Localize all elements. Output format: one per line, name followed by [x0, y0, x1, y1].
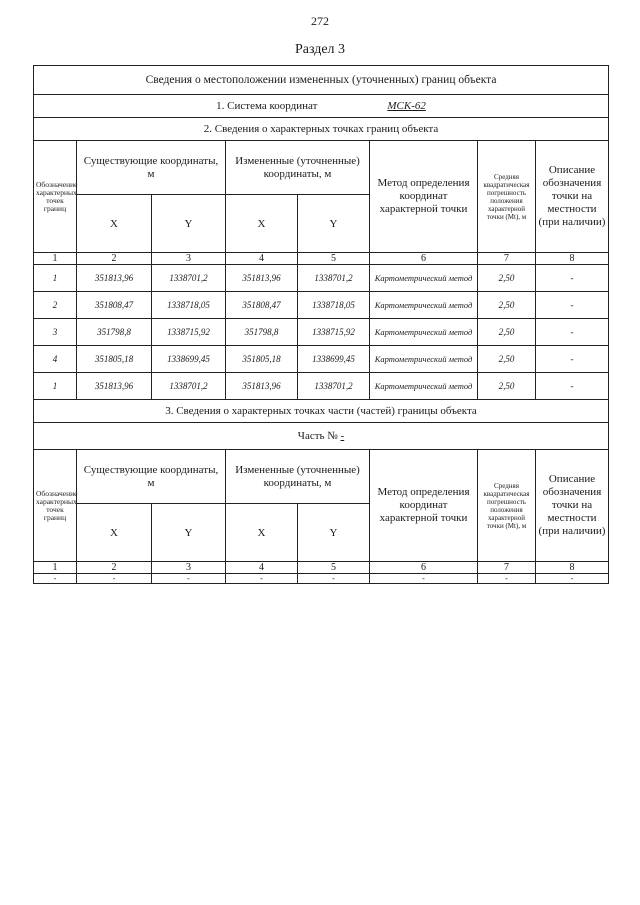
- header-changed-y: Y: [298, 195, 370, 253]
- changed-x: 351813,96: [226, 373, 298, 400]
- part-number-row: [34, 423, 609, 450]
- description: -: [536, 346, 609, 373]
- point-id: 3: [34, 319, 77, 346]
- point-id: 1: [34, 265, 77, 292]
- method: Картометрический метод: [370, 292, 478, 319]
- accuracy: 2,50: [478, 292, 536, 319]
- point-id: 4: [34, 346, 77, 373]
- column-number: 2: [77, 562, 152, 574]
- column-number: 1: [34, 253, 77, 265]
- accuracy: 2,50: [478, 373, 536, 400]
- existing-x: 351808,47: [77, 292, 152, 319]
- column-number: 1: [34, 562, 77, 574]
- description: -: [536, 373, 609, 400]
- table-row: [34, 292, 609, 319]
- empty-cell: -: [152, 574, 226, 584]
- method: Картометрический метод: [370, 373, 478, 400]
- header-existing-y: Y: [152, 195, 226, 253]
- existing-y: 1338715,92: [152, 319, 226, 346]
- section-title: Раздел 3: [294, 42, 346, 57]
- accuracy: 2,50: [478, 265, 536, 292]
- column-number: 6: [370, 562, 478, 574]
- coordinate-system-label: 1. Система координат: [216, 100, 318, 112]
- header-existing-y: Y: [152, 504, 226, 562]
- part-number-value: -: [340, 430, 345, 442]
- column-number: 3: [152, 253, 226, 265]
- description: -: [536, 292, 609, 319]
- column-number: 4: [226, 253, 298, 265]
- header-changed-y: Y: [298, 504, 370, 562]
- table-row: [34, 574, 609, 584]
- existing-y: 1338699,45: [152, 346, 226, 373]
- column-number: 4: [226, 562, 298, 574]
- existing-y: 1338701,2: [152, 265, 226, 292]
- header-accuracy: Средняя квадратическая погрешность положения характерной точки (Mt), м: [478, 141, 536, 253]
- table-row: [34, 346, 609, 373]
- header-changed-x: X: [226, 504, 298, 562]
- existing-x: 351798,8: [77, 319, 152, 346]
- table-title: Сведения о местоположении измененных (уточненных) границ объекта: [34, 66, 609, 95]
- column-number: 5: [298, 253, 370, 265]
- header-changed: Измененные (уточненные) координаты, м: [226, 450, 370, 504]
- header-description: Описание обозначения точки на местности (при наличии): [536, 450, 609, 562]
- existing-y: 1338701,2: [152, 373, 226, 400]
- boundary-table: [33, 65, 608, 584]
- table-row: [34, 373, 609, 400]
- changed-x: 351808,47: [226, 292, 298, 319]
- empty-cell: -: [226, 574, 298, 584]
- header-method: Метод определения координат характерной точки: [370, 141, 478, 253]
- header-changed-x: X: [226, 195, 298, 253]
- part2-title: 2. Сведения о характерных точках границ объекта: [34, 118, 609, 141]
- part3-title: 3. Сведения о характерных точках части (частей) границы объекта: [34, 400, 609, 423]
- page-number: 272: [311, 14, 329, 28]
- changed-x: 351805,18: [226, 346, 298, 373]
- header-existing: Существующие координаты, м: [77, 450, 226, 504]
- method: Картометрический метод: [370, 319, 478, 346]
- coordinate-system-row: [34, 95, 609, 118]
- empty-cell: -: [34, 574, 77, 584]
- description: -: [536, 319, 609, 346]
- table-row: [34, 265, 609, 292]
- empty-cell: -: [536, 574, 609, 584]
- changed-x: 351813,96: [226, 265, 298, 292]
- empty-cell: -: [478, 574, 536, 584]
- column-number: 3: [152, 562, 226, 574]
- column-number: 8: [536, 253, 609, 265]
- changed-y: 1338701,2: [298, 373, 370, 400]
- part-number-label: Часть №: [297, 430, 338, 442]
- existing-y: 1338718,05: [152, 292, 226, 319]
- empty-cell: -: [77, 574, 152, 584]
- column-number: 8: [536, 562, 609, 574]
- accuracy: 2,50: [478, 319, 536, 346]
- accuracy: 2,50: [478, 346, 536, 373]
- point-id: 1: [34, 373, 77, 400]
- method: Картометрический метод: [370, 346, 478, 373]
- header-designation: Обозначение характерных точек границ: [34, 450, 77, 562]
- empty-cell: -: [370, 574, 478, 584]
- column-number: 6: [370, 253, 478, 265]
- header-existing-x: X: [77, 195, 152, 253]
- header-existing: Существующие координаты, м: [77, 141, 226, 195]
- header-accuracy: Средняя квадратическая погрешность положения характерной точки (Mt), м: [478, 450, 536, 562]
- column-number: 5: [298, 562, 370, 574]
- coordinate-system-value: МСК-62: [387, 100, 426, 112]
- changed-x: 351798,8: [226, 319, 298, 346]
- empty-cell: -: [298, 574, 370, 584]
- existing-x: 351805,18: [77, 346, 152, 373]
- existing-x: 351813,96: [77, 373, 152, 400]
- header-existing-x: X: [77, 504, 152, 562]
- changed-y: 1338701,2: [298, 265, 370, 292]
- existing-x: 351813,96: [77, 265, 152, 292]
- column-number: 2: [77, 253, 152, 265]
- changed-y: 1338699,45: [298, 346, 370, 373]
- method: Картометрический метод: [370, 265, 478, 292]
- header-description: Описание обозначения точки на местности (при наличии): [536, 141, 609, 253]
- header-changed: Измененные (уточненные) координаты, м: [226, 141, 370, 195]
- column-number: 7: [478, 253, 536, 265]
- changed-y: 1338715,92: [298, 319, 370, 346]
- table-row: [34, 319, 609, 346]
- column-numbers-row: [34, 562, 609, 574]
- column-numbers-row: [34, 253, 609, 265]
- description: -: [536, 265, 609, 292]
- header-designation: Обозначение характерных точек границ: [34, 141, 77, 253]
- point-id: 2: [34, 292, 77, 319]
- column-number: 7: [478, 562, 536, 574]
- changed-y: 1338718,05: [298, 292, 370, 319]
- header-method: Метод определения координат характерной точки: [370, 450, 478, 562]
